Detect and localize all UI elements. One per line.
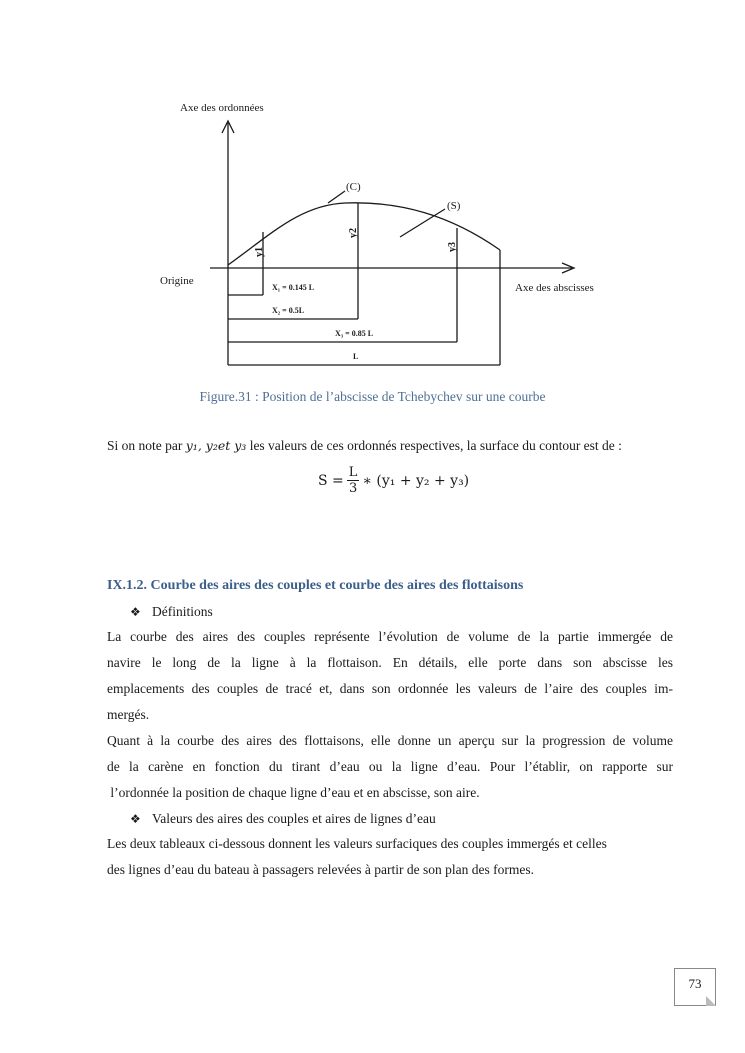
s-leader bbox=[400, 209, 445, 237]
figure-caption: Figure.31 : Position de l’abscisse de Tchebychev sur une courbe bbox=[199, 389, 546, 404]
curve-c bbox=[228, 203, 500, 265]
page-number-box bbox=[674, 968, 716, 1006]
formula-fraction bbox=[347, 465, 360, 496]
section-heading: IX.1.2. Courbe des aires des couples et courbe des aires des flottaisons bbox=[107, 578, 524, 593]
y-axis-label: Axe des ordonnées bbox=[180, 102, 264, 114]
para-line: l’ordonnée la position de chaque ligne d’eau et en abscisse, son aire. bbox=[107, 785, 480, 800]
x3-dimension-label: X₃ = 0.85 L bbox=[335, 329, 374, 338]
bullet-definitions-label: Définitions bbox=[152, 604, 213, 619]
para-line: Les deux tableaux ci-dessous donnent les valeurs surfaciques des couples immergés et celles bbox=[107, 836, 607, 851]
bullet-values bbox=[130, 811, 436, 827]
para-line: de la carène en fonction du tirant d’eau ou la ligne d’eau. Pour l’établir, on rapporte sur bbox=[107, 759, 673, 774]
bullet-diamond-icon: ❖ bbox=[130, 812, 141, 826]
formula-numerator: L bbox=[348, 465, 358, 480]
para-line: mergés. bbox=[107, 707, 150, 722]
x-axis-label: Axe des abscisses bbox=[515, 282, 594, 294]
x1-dimension-label: X₁ = 0.145 L bbox=[272, 283, 315, 292]
formula-rhs: ∗ (y₁ + y₂ + y₃) bbox=[362, 472, 470, 489]
length-dimension-label: L bbox=[353, 352, 359, 361]
surface-formula bbox=[318, 465, 469, 496]
formula-lhs: S = bbox=[318, 472, 344, 489]
values-paragraph bbox=[107, 831, 673, 883]
y3-label: y3 bbox=[447, 242, 458, 252]
y1-label: y1 bbox=[254, 247, 265, 257]
curve-c-label: (C) bbox=[346, 181, 361, 193]
para-line: La courbe des aires des couples représente l’évolution de volume de la partie immergée de bbox=[107, 629, 673, 644]
tchebychev-figure bbox=[150, 95, 620, 380]
c-leader bbox=[328, 191, 345, 203]
y2-label: y2 bbox=[348, 228, 359, 238]
surface-s-label: (S) bbox=[447, 200, 461, 212]
intro-suffix: les valeurs de ces ordonnés respectives, la surface du contour est de : bbox=[246, 438, 622, 453]
bullet-diamond-icon: ❖ bbox=[130, 605, 141, 619]
definitions-paragraph bbox=[107, 624, 673, 806]
bullet-definitions bbox=[130, 604, 213, 620]
page-fold-icon bbox=[706, 996, 716, 1006]
para-line: emplacements des couples de tracé et, dans son ordonnée les valeurs de l’aire des couples im- bbox=[107, 681, 673, 696]
page-number: 73 bbox=[688, 976, 702, 991]
para-line: Quant à la courbe des aires des flottaisons, elle donne un aperçu sur la progression de volume bbox=[107, 733, 673, 748]
bullet-values-label: Valeurs des aires des couples et aires de lignes d’eau bbox=[152, 811, 436, 826]
para-line: des lignes d’eau du bateau à passagers relevées à partir de son plan des formes. bbox=[107, 862, 534, 877]
origin-label: Origine bbox=[160, 275, 194, 287]
formula-denominator: 3 bbox=[348, 481, 358, 496]
intro-sentence bbox=[107, 438, 622, 454]
para-line: navire le long de la ligne à la flottaison. En détails, elle porte dans son abscisse les bbox=[107, 655, 673, 670]
intro-variables: y₁, y₂et y₃ bbox=[185, 438, 247, 453]
x2-dimension-label: X₂ = 0.5L bbox=[272, 306, 305, 315]
intro-prefix: Si on note par bbox=[107, 438, 186, 453]
